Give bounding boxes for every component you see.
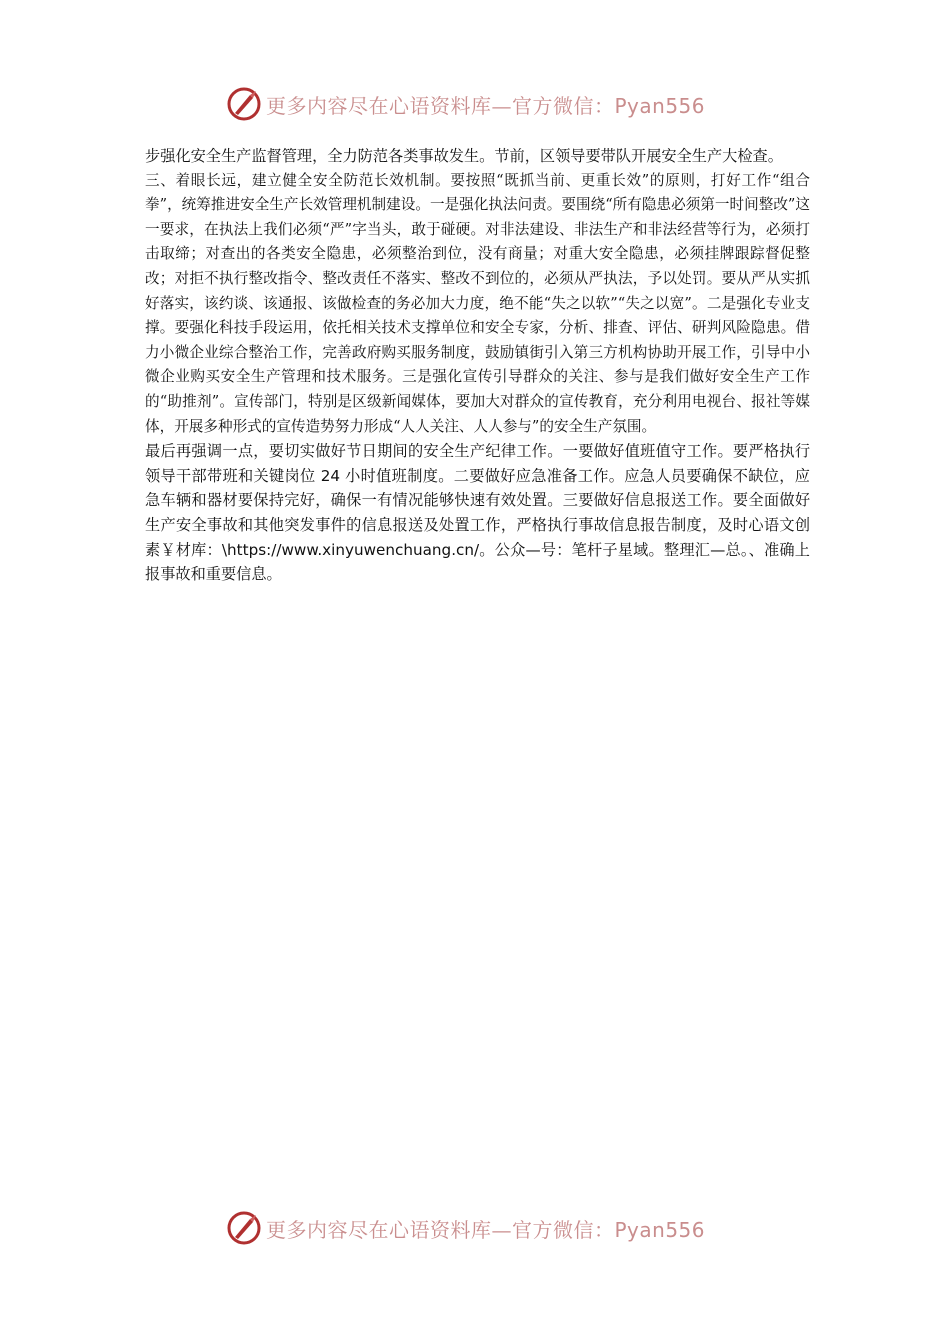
banner-contact: 官方微信：Pyan556	[512, 1217, 706, 1242]
quill-logo-icon	[226, 86, 262, 122]
footer-banner	[226, 1208, 726, 1248]
document-body	[145, 144, 810, 587]
banner-text: 更多内容尽在心语资料库—	[266, 93, 512, 118]
banner-text: 更多内容尽在心语资料库—	[266, 1217, 512, 1242]
paragraph-1: 步强化安全生产监督管理，全力防范各类事故发生。节前，区领导要带队开展安全生产大检查。	[145, 147, 783, 165]
header-banner	[226, 84, 726, 124]
paragraph-3: 最后再强调一点，要切实做好节日期间的安全生产纪律工作。一要做好值班值守工作。要严格执行领导干部带班和关键岗位 24 小时值班制度。二要做好应急准备工作。应急人员要确保不缺位，应急车辆和器材要保持完好，确保一有情况能够快速有效处置。三要做好信息报送工作。要全面做好生产安全事故和其他突发事件的信息报送及处置工作，严格执行事故信息报告制度，及时心语文创素￥材库：\https://www.xinyuwenchuang.cn/。公众—号：笔杆子星域。整理汇—总。、准确上报事故和重要信息。	[145, 442, 810, 584]
paragraph-2: 三、着眼长远，建立健全安全防范长效机制。要按照“既抓当前、更重长效”的原则，打好工作“组合拳”，统筹推进安全生产长效管理机制建设。一是强化执法问责。要围绕“所有隐患必须第一时间整改”这一要求，在执法上我们必须“严”字当头，敢于碰硬。对非法建设、非法生产和非法经营等行为，必须打击取缔；对查出的各类安全隐患，必须整治到位，没有商量；对重大安全隐患，必须挂牌跟踪督促整改；对拒不执行整改指令、整改责任不落实、整改不到位的，必须从严执法，予以处罚。要从严从实抓好落实，该约谈、该通报、该做检查的务必加大力度，绝不能“失之以软”“失之以宽”。二是强化专业支撑。要强化科技手段运用，依托相关技术支撑单位和安全专家，分析、排查、评估、研判风险隐患。借力小微企业综合整治工作，完善政府购买服务制度，鼓励镇街引入第三方机构协助开展工作，引导中小微企业购买安全生产管理和技术服务。三是强化宣传引导群众的关注、参与是我们做好安全生产工作的“助推剂”。宣传部门，特别是区级新闻媒体，要加大对群众的宣传教育，充分利用电视台、报社等媒体，开展多种形式的宣传造势努力形成“人人关注、人人参与”的安全生产氛围。	[145, 171, 810, 435]
banner-contact: 官方微信：Pyan556	[512, 93, 706, 118]
quill-logo-icon	[226, 1210, 262, 1246]
